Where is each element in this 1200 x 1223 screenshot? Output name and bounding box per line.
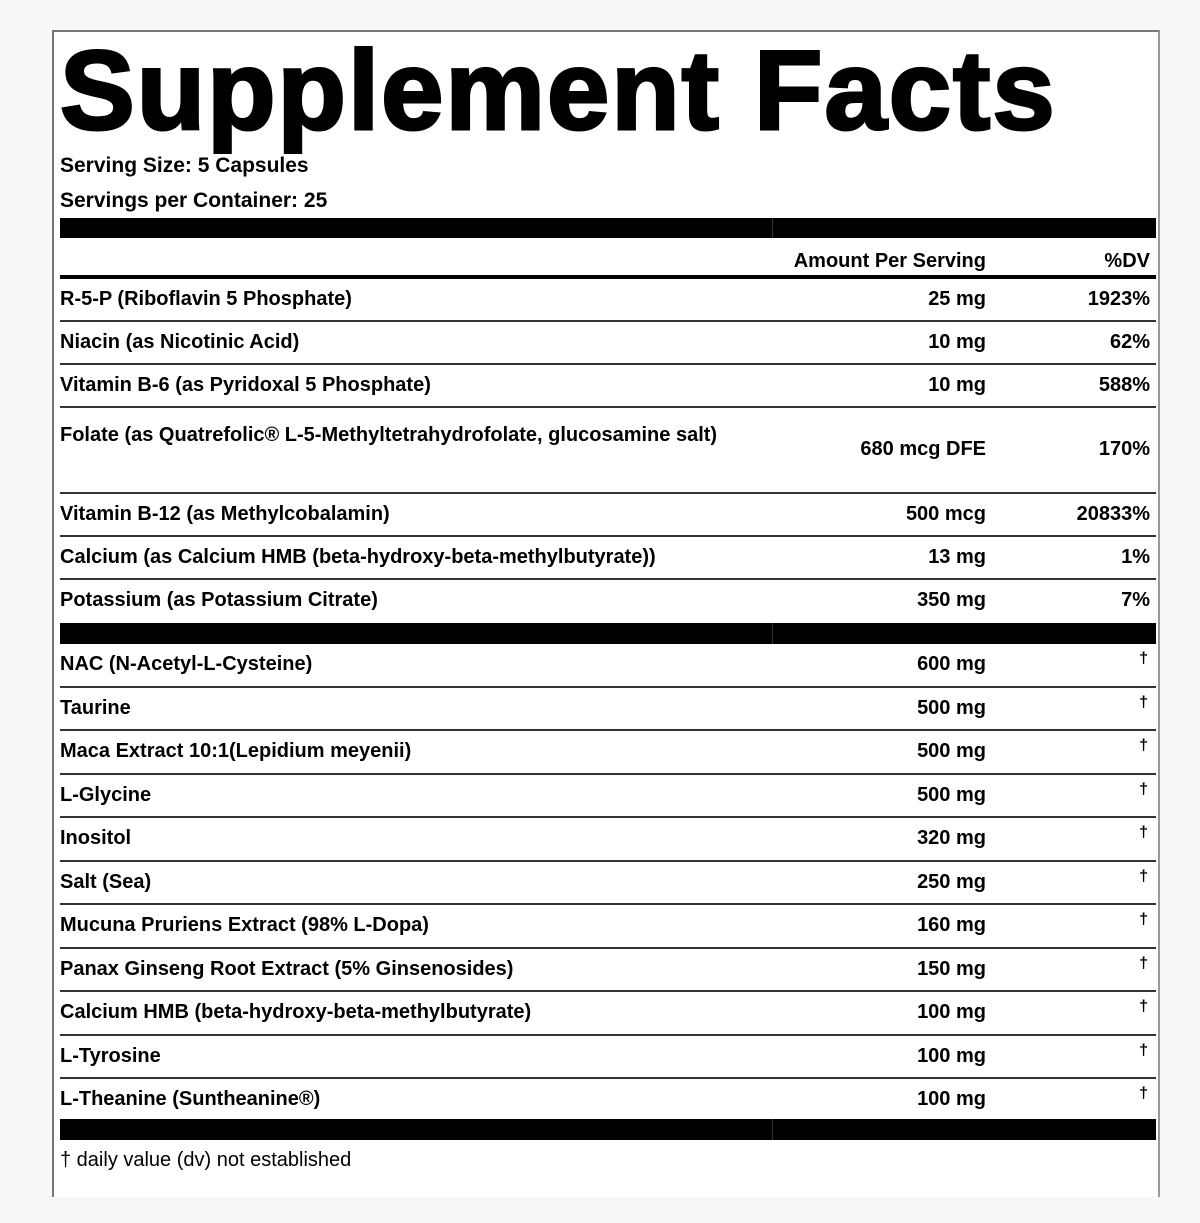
ingredient-name: L-Glycine — [60, 783, 152, 806]
table-row — [60, 905, 1156, 949]
ingredient-name: L-Tyrosine — [60, 1044, 161, 1067]
ingredient-amount: 500 mcg — [905, 503, 986, 525]
ingredient-amount: 250 mg — [917, 870, 986, 893]
supplement-facts-panel — [52, 30, 1160, 1197]
column-header — [60, 238, 1156, 279]
ingredient-amount: 350 mg — [917, 589, 986, 611]
ingredient-amount: 500 mg — [917, 696, 986, 719]
ingredient-name: Niacin (as Nicotinic Acid) — [60, 331, 300, 353]
ingredient-dv: 170% — [1098, 438, 1150, 460]
ingredient-name: L-Theanine (Suntheanine®) — [60, 1088, 321, 1110]
serving-size: Serving Size: 5 Capsules — [60, 154, 309, 177]
ingredient-amount: 100 mg — [917, 1088, 986, 1110]
thick-divider-top — [60, 218, 1156, 238]
ingredient-name: Mucuna Pruriens Extract (98% L-Dopa) — [60, 914, 429, 936]
ingredient-amount: 100 mg — [917, 1001, 986, 1023]
ingredient-dv: † — [1139, 1085, 1148, 1102]
table-row — [60, 644, 1156, 688]
table-row — [60, 408, 1156, 494]
table-row — [60, 862, 1156, 906]
ingredient-dv: † — [1139, 780, 1148, 798]
table-row — [60, 818, 1156, 862]
thick-divider-middle — [60, 623, 1156, 644]
ingredient-dv: 588% — [1098, 374, 1150, 396]
ingredient-dv: † — [1139, 1041, 1148, 1059]
ingredient-name: Inositol — [60, 827, 132, 849]
ingredient-dv: † — [1139, 737, 1148, 754]
ingredient-amount: 13 mg — [928, 546, 986, 568]
table-row — [60, 537, 1156, 580]
ingredient-name: Taurine — [60, 696, 131, 719]
ingredient-dv: † — [1139, 867, 1148, 885]
ingredient-name: Calcium HMB (beta-hydroxy-beta-methylbutyrate) — [60, 1001, 532, 1023]
ingredient-dv: † — [1139, 824, 1148, 841]
ingredient-amount: 680 mcg DFE — [860, 438, 986, 460]
ingredient-dv: 1% — [1121, 546, 1150, 568]
ingredient-dv: 20833% — [1076, 503, 1150, 525]
ingredient-amount: 600 mg — [917, 653, 986, 675]
ingredient-dv: 1923% — [1087, 288, 1150, 310]
ingredient-amount: 320 mg — [917, 827, 986, 849]
other-ingredients-list — [60, 644, 1156, 1121]
table-row — [60, 731, 1156, 775]
amount-header: Amount Per Serving — [793, 250, 986, 272]
ingredient-name: Maca Extract 10:1(Lepidium meyenii) — [60, 740, 412, 762]
table-row — [60, 949, 1156, 993]
ingredient-name: Calcium (as Calcium HMB (beta-hydroxy-beta-methylbutyrate)) — [60, 546, 656, 568]
footnote: † daily value (dv) not established — [60, 1149, 352, 1171]
table-row — [60, 322, 1156, 365]
table-row — [60, 992, 1156, 1036]
ingredient-amount: 500 mg — [917, 783, 986, 806]
table-row — [60, 279, 1156, 322]
ingredient-amount: 10 mg — [928, 374, 986, 396]
table-row — [60, 688, 1156, 732]
ingredient-amount: 500 mg — [917, 740, 986, 762]
ingredient-dv: † — [1139, 998, 1148, 1015]
table-row — [60, 580, 1156, 621]
panel-title: Supplement Facts — [60, 28, 1057, 153]
ingredient-name: Vitamin B-6 (as Pyridoxal 5 Phosphate) — [60, 374, 431, 396]
table-row — [60, 1036, 1156, 1080]
ingredient-dv: 62% — [1109, 331, 1150, 353]
dv-header: %DV — [1104, 250, 1150, 272]
ingredient-amount: 25 mg — [928, 288, 986, 310]
table-row — [60, 775, 1156, 819]
ingredient-name: NAC (N-Acetyl-L-Cysteine) — [60, 653, 313, 675]
thick-divider-bottom — [60, 1119, 1156, 1140]
ingredient-name: Vitamin B-12 (as Methylcobalamin) — [60, 503, 390, 525]
ingredient-amount: 100 mg — [917, 1044, 986, 1067]
ingredient-name: Potassium (as Potassium Citrate) — [60, 589, 378, 611]
ingredient-amount: 10 mg — [928, 331, 986, 353]
ingredient-amount: 160 mg — [917, 914, 986, 936]
table-row — [60, 1079, 1156, 1121]
table-row — [60, 365, 1156, 408]
ingredient-name: Panax Ginseng Root Extract (5% Ginsenosides) — [60, 957, 514, 980]
ingredient-dv: † — [1139, 954, 1148, 972]
ingredient-dv: † — [1139, 911, 1148, 928]
servings-per-container: Servings per Container: 25 — [60, 189, 328, 212]
table-row — [60, 494, 1156, 537]
ingredient-name: Folate (as Quatrefolic® L-5-Methyltetrahydrofolate, glucosamine salt) — [60, 424, 718, 446]
ingredient-dv: 7% — [1121, 589, 1150, 611]
ingredient-dv: † — [1139, 650, 1148, 667]
ingredient-dv: † — [1139, 693, 1148, 711]
vitamins-minerals-list — [60, 279, 1156, 621]
ingredient-amount: 150 mg — [917, 957, 986, 980]
ingredient-name: Salt (Sea) — [60, 870, 152, 893]
ingredient-name: R-5-P (Riboflavin 5 Phosphate) — [60, 288, 352, 310]
